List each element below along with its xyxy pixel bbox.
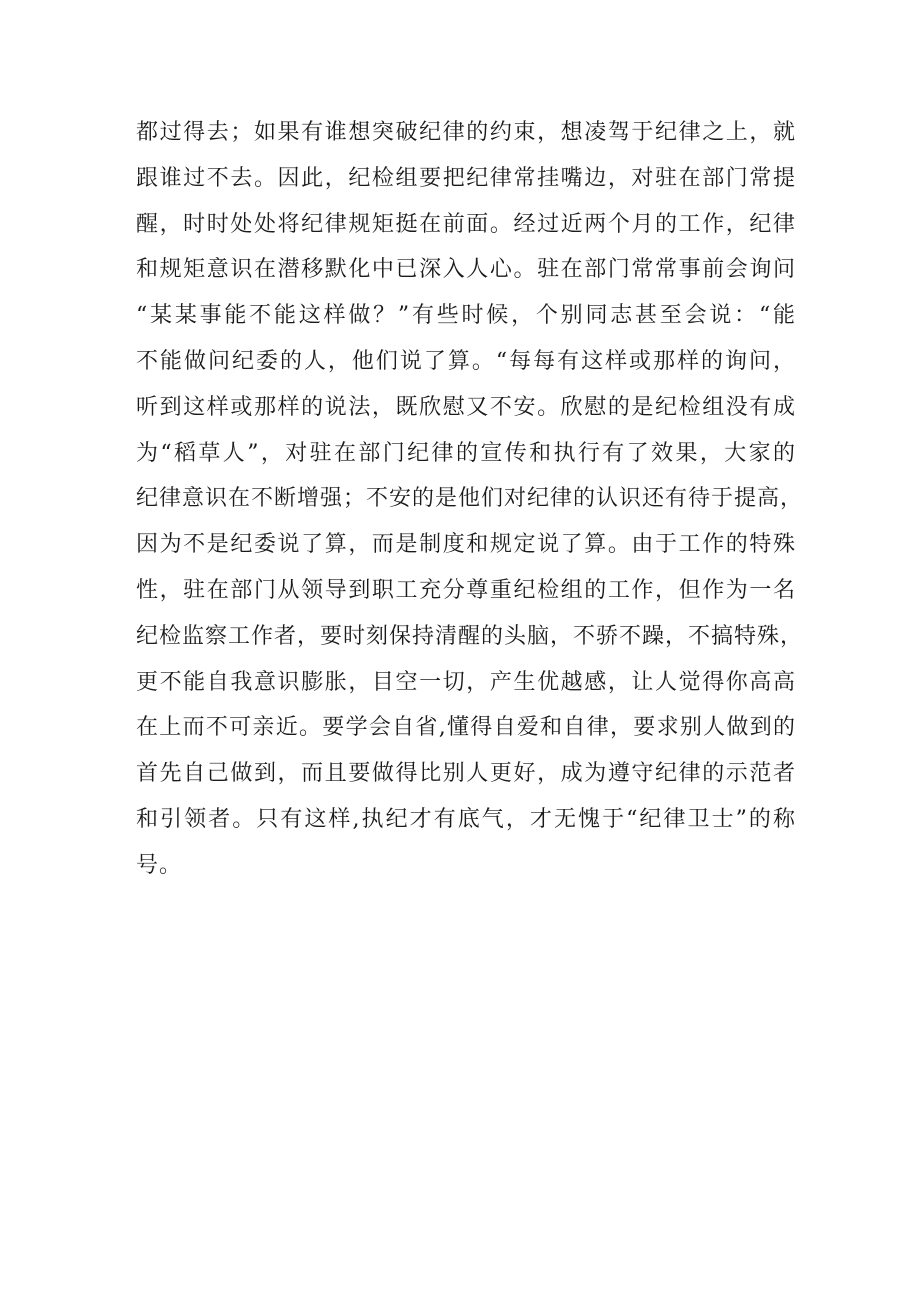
paragraph-line: 不能做问纪委的人，他们说了算。“每每有这样或那样的询问，	[136, 348, 796, 374]
paragraph-line: 更不能自我意识膨胀，目空一切，产生优越感，让人觉得你高高	[136, 669, 796, 695]
body-paragraph	[136, 110, 804, 889]
paragraph-line: 听到这样或那样的说法，既欣慰又不安。欣慰的是纪检组没有成	[136, 394, 796, 420]
paragraph-line: 为“稻草人”，对驻在部门纪律的宣传和执行有了效果，大家的	[136, 440, 796, 466]
paragraph-line: 都过得去；如果有谁想突破纪律的约束，想凌驾于纪律之上，就	[136, 120, 796, 145]
paragraph-line: 纪律意识在不断增强；不安的是他们对纪律的认识还有待于提高，	[136, 486, 804, 512]
paragraph-line: 在上而不可亲近。要学会自省,懂得自爱和自律，要求别人做到的	[136, 715, 796, 741]
paragraph-line: 性，驻在部门从领导到职工充分尊重纪检组的工作，但作为一名	[136, 577, 796, 603]
paragraph-line: 醒，时时处处将纪律规矩挺在前面。经过近两个月的工作，纪律	[136, 211, 796, 237]
paragraph-line: 因为不是纪委说了算，而是制度和规定说了算。由于工作的特殊	[136, 532, 796, 558]
paragraph-line: “某某事能不能这样做？”有些时候，个别同志甚至会说：“能	[136, 303, 796, 329]
paragraph-line: 和引领者。只有这样,执纪才有底气，才无愧于“纪律卫士”的称	[136, 806, 796, 832]
paragraph-line: 跟谁过不去。因此，纪检组要把纪律常挂嘴边，对驻在部门常提	[136, 165, 796, 191]
paragraph-line: 号。	[136, 852, 183, 878]
paragraph-line: 和规矩意识在潜移默化中已深入人心。驻在部门常常事前会询问	[136, 257, 796, 283]
paragraph-line: 首先自己做到，而且要做得比别人更好，成为遵守纪律的示范者	[136, 761, 796, 787]
paragraph-line: 纪检监察工作者，要时刻保持清醒的头脑，不骄不躁，不搞特殊，	[136, 623, 804, 649]
